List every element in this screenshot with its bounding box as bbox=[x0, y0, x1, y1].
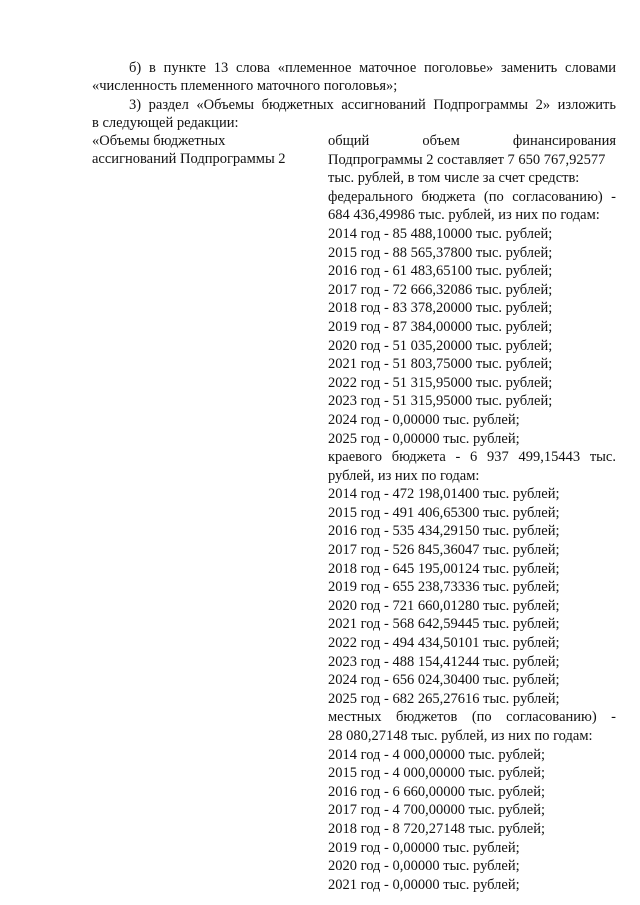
regional-year-2022: 2022 год - 494 434,50101 тыс. рублей; bbox=[328, 635, 560, 652]
item-3-line1: 3) раздел «Объемы бюджетных ассигнований Подпрограммы 2» изложить bbox=[129, 97, 616, 113]
federal-year-2021: 2021 год - 51 803,75000 тыс. рублей; bbox=[328, 356, 553, 373]
federal-year-2022: 2022 год - 51 315,95000 тыс. рублей; bbox=[328, 374, 553, 391]
federal-year-2014: 2014 год - 85 488,10000 тыс. рублей; bbox=[328, 225, 553, 242]
federal-year-2019: 2019 год - 87 384,00000 тыс. рублей; bbox=[328, 318, 553, 335]
regional-line2: рублей, из них по годам: bbox=[328, 467, 480, 484]
total-line1: общий объем финансирования bbox=[328, 133, 616, 149]
regional-year-2018: 2018 год - 645 195,00124 тыс. рублей; bbox=[328, 560, 560, 577]
regional-year-2014: 2014 год - 472 198,01400 тыс. рублей; bbox=[328, 486, 560, 503]
local-line2: 28 080,27148 тыс. рублей, из них по годам: bbox=[328, 728, 593, 744]
item-b-line1: б) в пункте 13 слова «племенное маточное поголовье» заменить словами bbox=[129, 60, 616, 76]
federal-year-2023: 2023 год - 51 315,95000 тыс. рублей; bbox=[328, 393, 553, 410]
federal-year-2018: 2018 год - 83 378,20000 тыс. рублей; bbox=[328, 300, 553, 317]
local-year-2016: 2016 год - 6 660,00000 тыс. рублей; bbox=[328, 783, 545, 800]
local-year-2018: 2018 год - 8 720,27148 тыс. рублей; bbox=[328, 820, 545, 837]
local-year-2015: 2015 год - 4 000,00000 тыс. рублей; bbox=[328, 765, 545, 782]
federal-line1: федерального бюджета (по согласованию) - bbox=[328, 188, 616, 205]
federal-year-2015: 2015 год - 88 565,37800 тыс. рублей; bbox=[328, 244, 553, 261]
total-line2: Подпрограммы 2 составляет 7 650 767,92577 bbox=[328, 151, 606, 168]
regional-year-2025: 2025 год - 682 265,27616 тыс. рублей; bbox=[328, 690, 560, 707]
regional-year-2023: 2023 год - 488 154,41244 тыс. рублей; bbox=[328, 653, 560, 670]
item-b-line2: «численность племенного маточного поголовья»; bbox=[92, 78, 398, 94]
local-year-2021: 2021 год - 0,00000 тыс. рублей; bbox=[328, 876, 520, 893]
federal-year-2016: 2016 год - 61 483,65100 тыс. рублей; bbox=[328, 263, 553, 280]
item-3-line2: в следующей редакции: bbox=[92, 115, 239, 131]
regional-year-2021: 2021 год - 568 642,59445 тыс. рублей; bbox=[328, 616, 560, 633]
regional-year-2016: 2016 год - 535 434,29150 тыс. рублей; bbox=[328, 523, 560, 540]
local-year-2017: 2017 год - 4 700,00000 тыс. рублей; bbox=[328, 802, 545, 819]
regional-year-2024: 2024 год - 656 024,30400 тыс. рублей; bbox=[328, 672, 560, 689]
local-year-2014: 2014 год - 4 000,00000 тыс. рублей; bbox=[328, 746, 545, 763]
federal-year-2020: 2020 год - 51 035,20000 тыс. рублей; bbox=[328, 337, 553, 354]
local-line1: местных бюджетов (по согласованию) - bbox=[328, 709, 616, 726]
regional-year-2019: 2019 год - 655 238,73336 тыс. рублей; bbox=[328, 579, 560, 596]
regional-year-2020: 2020 год - 721 660,01280 тыс. рублей; bbox=[328, 597, 560, 614]
table-left-cell bbox=[92, 132, 312, 168]
regional-line1: краевого бюджета - 6 937 499,15443 тыс. bbox=[328, 449, 616, 466]
federal-year-2025: 2025 год - 0,00000 тыс. рублей; bbox=[328, 430, 520, 447]
federal-year-2024: 2024 год - 0,00000 тыс. рублей; bbox=[328, 411, 520, 428]
left-cell-line1: «Объемы бюджетных bbox=[92, 133, 226, 149]
total-line3: тыс. рублей, в том числе за счет средств: bbox=[328, 170, 580, 187]
federal-line2: 684 436,49986 тыс. рублей, из них по годам: bbox=[328, 207, 600, 224]
left-cell-line2: ассигнований Подпрограммы 2 bbox=[92, 151, 286, 167]
table-right-cell bbox=[328, 132, 616, 894]
local-year-2020: 2020 год - 0,00000 тыс. рублей; bbox=[328, 858, 520, 875]
federal-year-2017: 2017 год - 72 666,32086 тыс. рублей; bbox=[328, 281, 553, 298]
regional-year-2017: 2017 год - 526 845,36047 тыс. рублей; bbox=[328, 542, 560, 559]
regional-year-2015: 2015 год - 491 406,65300 тыс. рублей; bbox=[328, 504, 560, 521]
local-year-2019: 2019 год - 0,00000 тыс. рублей; bbox=[328, 839, 520, 856]
